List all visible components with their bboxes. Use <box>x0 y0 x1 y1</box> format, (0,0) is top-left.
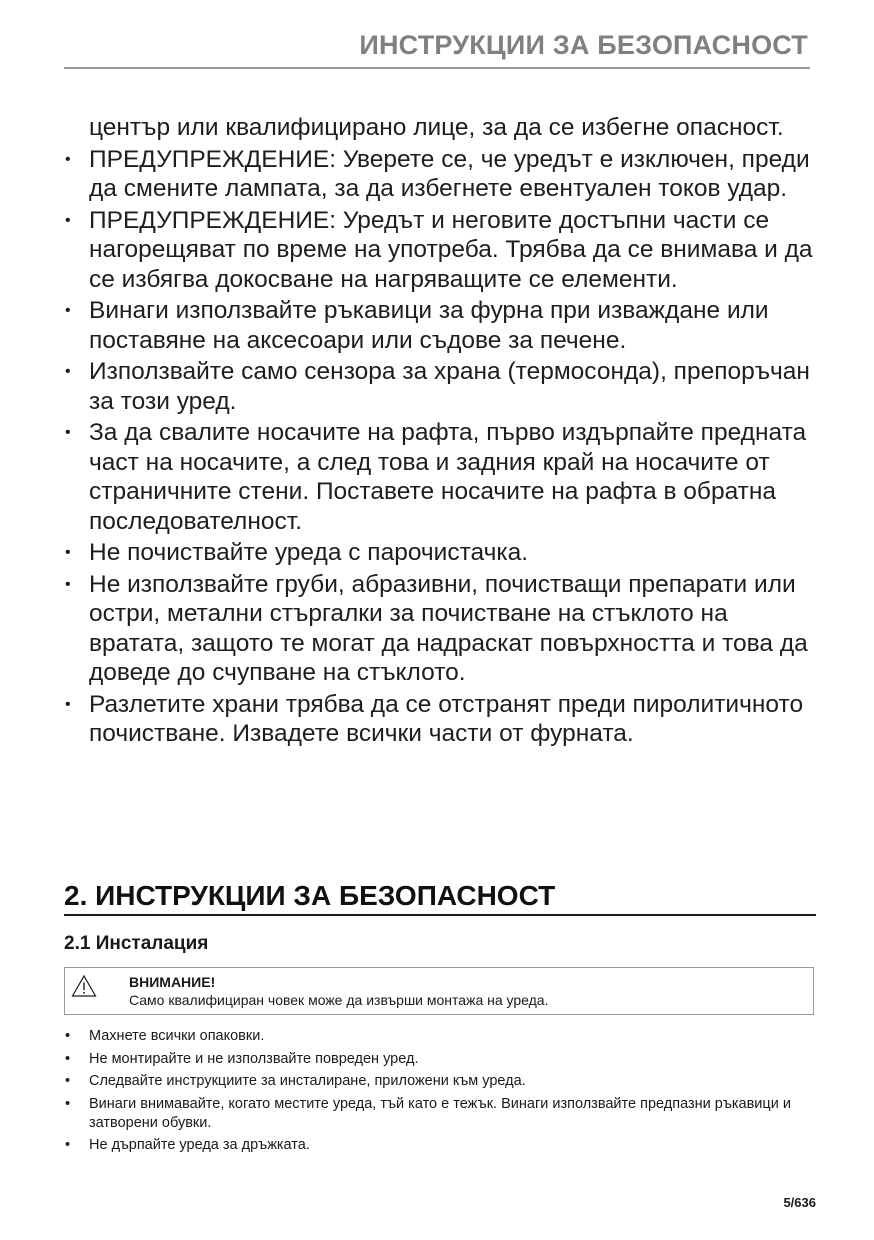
list-item <box>64 690 824 749</box>
list-item <box>64 145 824 204</box>
section-heading: 2. ИНСТРУКЦИИ ЗА БЕЗОПАСНОСТ <box>64 880 556 911</box>
bullet-icon: • <box>65 1028 71 1044</box>
continuation-paragraph: център или квалифицирано лице, за да се избегне опасност. <box>89 114 784 141</box>
list-item <box>64 1050 814 1069</box>
bullet-icon: • <box>65 302 71 319</box>
installation-bullet-list <box>64 1027 814 1159</box>
list-item-text: Не използвайте груби, абразивни, почистващи препарати или остри, метални стъргалки за почистване на стъклото на вратата, защото те могат да надраскат повърхността и това да доведе до счупване на стъклото. <box>89 570 808 686</box>
bullet-icon: • <box>65 1073 71 1089</box>
list-item-text: Не почиствайте уреда с парочистачка. <box>89 539 529 566</box>
list-item-text: Винаги внимавайте, когато местите уреда, тъй като е тежък. Винаги използвайте предпазни ръкавици и затворени обувки. <box>89 1095 791 1131</box>
list-item-text: Не дърпайте уреда за дръжката. <box>89 1137 310 1153</box>
list-item <box>64 296 824 355</box>
list-item <box>64 1072 814 1091</box>
list-item-text: За да свалите носачите на рафта, първо издърпайте предната част на носачите, а след това и задния край на носачите от страничните стени. Поставете носачите на рафта в обратна последователност. <box>89 419 807 535</box>
bullet-icon: • <box>65 1095 71 1112</box>
list-item-text: Махнете всички опаковки. <box>89 1028 265 1044</box>
bullet-icon: • <box>65 150 71 168</box>
safety-bullet-list <box>64 145 824 749</box>
bullet-icon: • <box>65 575 71 593</box>
bullet-icon: • <box>65 424 71 441</box>
list-item-text: Винаги използвайте ръкавици за фурна при изваждане или поставяне на аксесоари или съдове за печене. <box>89 297 769 354</box>
list-item <box>64 418 824 536</box>
page-header-title: ИНСТРУКЦИИ ЗА БЕЗОПАСНОСТ <box>359 30 808 60</box>
warning-title: ВНИМАНИЕ! <box>129 974 216 990</box>
warning-triangle-icon <box>71 974 97 998</box>
page-number: 5/636 <box>783 1195 816 1210</box>
list-item-text: ПРЕДУПРЕЖДЕНИЕ: Уредът и неговите достъпни части се нагорещяват по време на употреба. Трябва да се внимава и да се избягва докосване на нагряващите се елементи. <box>89 206 813 293</box>
list-item <box>64 1027 814 1046</box>
bullet-icon: • <box>65 211 71 229</box>
list-item <box>64 1136 814 1155</box>
bullet-icon: • <box>65 363 71 380</box>
bullet-icon: • <box>65 695 71 713</box>
list-item <box>64 538 824 568</box>
section-rule <box>64 914 816 916</box>
list-item <box>64 1095 814 1133</box>
bullet-icon: • <box>65 544 71 561</box>
page-header-rule <box>64 67 810 69</box>
warning-box <box>64 967 814 1015</box>
list-item <box>64 570 824 688</box>
subsection-heading: 2.1 Инсталация <box>64 933 209 954</box>
safety-instructions-text <box>64 113 824 749</box>
list-item <box>64 357 824 416</box>
list-item-text: Не монтирайте и не използвайте повреден уред. <box>89 1050 419 1067</box>
warning-text: Само квалифициран човек може да извърши монтажа на уреда. <box>129 992 549 1008</box>
bullet-icon: • <box>65 1137 71 1153</box>
list-item <box>64 206 824 295</box>
list-item-text: Разлетите храни трябва да се отстранят преди пиролитичното почистване. Извадете всички части от фурната. <box>89 690 804 747</box>
list-item-text: Следвайте инструкциите за инсталиране, приложени към уреда. <box>89 1073 526 1089</box>
list-item-text: Използвайте само сензора за храна (термосонда), препоръчан за този уред. <box>89 358 810 415</box>
bullet-icon: • <box>65 1050 71 1067</box>
list-item-text: ПРЕДУПРЕЖДЕНИЕ: Уверете се, че уредът е изключен, преди да смените лампата, за да избегнете евентуален токов удар. <box>89 145 810 202</box>
